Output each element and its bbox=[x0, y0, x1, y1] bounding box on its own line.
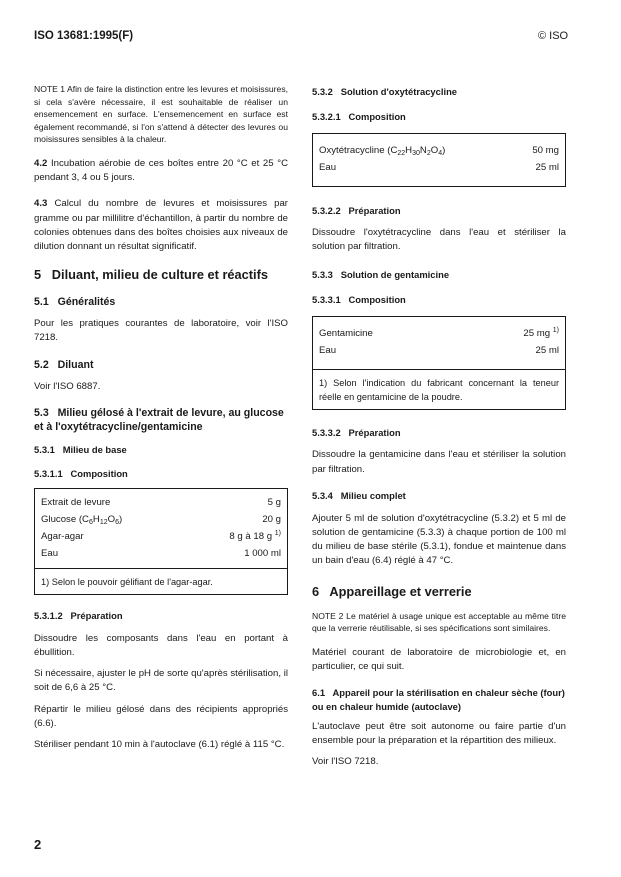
ingredient-quantity: 50 mg bbox=[532, 145, 559, 156]
table-row bbox=[41, 528, 281, 545]
section-5-title: Diluant, milieu de culture et réactifs bbox=[51, 267, 268, 283]
clause-6-1-heading bbox=[312, 686, 566, 714]
section-5-heading bbox=[34, 267, 288, 283]
clause-4-2-text: Incubation aérobie de ces boîtes entre 20 °C et 25 °C pendant 3, 4 ou 5 jours. bbox=[34, 157, 288, 184]
ingredient-name: Extrait de levure bbox=[41, 496, 111, 508]
clause-4-3 bbox=[34, 197, 288, 254]
clause-6-1-text: L'autoclave peut être soit autonome ou faire partie d'un ensemble pour la préparation et la répartition des milieux. bbox=[312, 721, 566, 747]
document-id: ISO 13681:1995(F) bbox=[34, 30, 134, 42]
clause-5-3-3-title: Solution de gentamicine bbox=[340, 269, 450, 281]
note-1: NOTE 1 Afin de faire la distinction entre les levures et moisissures, si cela s'avère nécessaire, il est souhaitable de réaliser un ensemencement en surface. L'ensemencement en surface est également recommandé, si l'on s'attend à détecter des levures ou moisissures sensibles à la chaleur. bbox=[34, 84, 288, 145]
oxytetracycline-composition-table bbox=[312, 133, 566, 187]
left-column bbox=[34, 83, 288, 752]
ingredient-name: Oxytétracycline $(C_{22}H_{30}N_2O_4)$ bbox=[319, 145, 446, 157]
clause-5-3-3-1-number: 5.3.3.1 bbox=[312, 294, 341, 306]
clause-5-2-title: Diluant bbox=[57, 358, 94, 371]
section-5-number: 5 bbox=[34, 267, 42, 283]
clause-5-1-heading bbox=[34, 295, 288, 309]
clause-5-3-4-number: 5.3.4 bbox=[312, 489, 333, 501]
section-6-intro: Matériel courant de laboratoire de microbiologie et, en particulier, ce qui suit. bbox=[312, 646, 566, 673]
clause-5-3-2-2-heading bbox=[312, 204, 566, 217]
clause-5-1-title: Généralités bbox=[57, 296, 116, 309]
section-6-number: 6 bbox=[312, 583, 320, 599]
copyright-mark: © ISO bbox=[538, 30, 569, 42]
page-number: 2 bbox=[34, 837, 42, 852]
ingredient-name: Gentamicine bbox=[319, 328, 373, 340]
clause-5-3-2-1-number: 5.3.2.1 bbox=[312, 111, 341, 122]
clause-5-2-number: 5.2 bbox=[34, 358, 49, 371]
clause-5-3-2-number: 5.3.2 bbox=[312, 86, 333, 97]
base-medium-composition-table bbox=[34, 488, 288, 595]
ingredient-quantity: 25 ml bbox=[535, 345, 559, 357]
clause-5-3-3-2-number: 5.3.3.2 bbox=[312, 427, 341, 439]
clause-5-3-1-2-number: 5.3.1.2 bbox=[34, 609, 63, 621]
ingredient-name: Glucose $(C_6H_{12}O_6)$ bbox=[41, 513, 123, 526]
table-row bbox=[319, 142, 559, 159]
clause-5-3-3-number: 5.3.3 bbox=[312, 269, 333, 281]
preparation-paragraph: Si nécessaire, ajuster le pH de sorte qu'après stérilisation, il soit de 6,6 à 25 °C. bbox=[34, 668, 288, 694]
clause-5-2-heading bbox=[34, 358, 288, 372]
ingredient-name: Eau bbox=[319, 162, 337, 173]
clause-5-3-1-2-heading bbox=[34, 609, 288, 622]
clause-5-3-2-1-title: Composition bbox=[348, 111, 406, 122]
clause-5-3-3-2-heading bbox=[312, 426, 566, 439]
table-row bbox=[319, 342, 559, 359]
clause-5-3-heading bbox=[34, 406, 288, 434]
clause-4-3-number: 4.3 bbox=[34, 198, 48, 210]
clause-5-3-2-2-title: Préparation bbox=[348, 205, 401, 216]
clause-5-3-number: 5.3 bbox=[34, 406, 49, 419]
ingredient-quantity: 1 000 ml bbox=[244, 547, 281, 559]
ingredient-name: Eau bbox=[319, 345, 337, 357]
clause-5-3-1-1-number: 5.3.1.1 bbox=[34, 467, 63, 479]
clause-5-3-1-2-title: Préparation bbox=[70, 609, 123, 621]
clause-5-1-number: 5.1 bbox=[34, 296, 49, 309]
clause-5-3-2-heading bbox=[312, 85, 566, 98]
clause-5-3-4-heading bbox=[312, 489, 566, 502]
ingredient-name: Eau bbox=[41, 547, 59, 559]
preparation-paragraph: Répartir le milieu gélosé dans des récipients appropriés (6.6). bbox=[34, 703, 288, 729]
clause-5-3-3-1-title: Composition bbox=[348, 294, 406, 306]
table-row bbox=[41, 494, 281, 511]
clause-5-3-title: Milieu gélosé à l'extrait de levure, au glucose et à l'oxytétracycline/gentamicine bbox=[34, 406, 284, 433]
table-row bbox=[41, 545, 281, 562]
table-row bbox=[41, 511, 281, 528]
clause-4-2-number: 4.2 bbox=[34, 157, 48, 169]
table-row bbox=[319, 159, 559, 176]
ingredient-quantity: 25 mg $^{1)}$ bbox=[523, 327, 559, 340]
complete-medium-text: Ajouter 5 ml de solution d'oxytétracycline (5.3.2) et 5 ml de solution de gentamicine (5.3.3) à chaque portion de 100 ml du milieu de base stérile (5.3.1), fondue et maintenue dans un bain d'eau (6.4) réglé à 47 °C. bbox=[312, 512, 566, 567]
gentamicin-preparation-text: Dissoudre la gentamicine dans l'eau et stériliser la solution par filtration. bbox=[312, 449, 566, 475]
ingredient-quantity: 20 g bbox=[262, 513, 281, 525]
clause-5-3-2-1-heading bbox=[312, 110, 566, 123]
table-row bbox=[319, 325, 559, 342]
clause-6-1-reference: Voir l'ISO 7218. bbox=[312, 755, 379, 767]
clause-5-3-2-2-number: 5.3.2.2 bbox=[312, 205, 341, 216]
clause-6-1-number: 6.1 bbox=[312, 687, 326, 699]
clause-5-3-1-1-heading bbox=[34, 467, 288, 480]
table-footnote: 1) Selon l'indication du fabricant concernant la teneur réelle en gentamicine de la poudre. bbox=[312, 370, 566, 410]
ingredient-name: Agar-agar bbox=[41, 530, 84, 542]
oxytetracycline-preparation-text: Dissoudre l'oxytétracycline dans l'eau et stériliser la solution par filtration. bbox=[312, 227, 566, 253]
clause-5-1-text: Pour les pratiques courantes de laboratoire, voir l'ISO 7218. bbox=[34, 318, 288, 344]
clause-5-3-1-number: 5.3.1 bbox=[34, 443, 55, 455]
clause-4-2 bbox=[34, 157, 288, 185]
ingredient-quantity: 8 g à 18 g $^{1)}$ bbox=[229, 529, 281, 542]
table-footnote: 1) Selon le pouvoir gélifiant de l'agar-agar. bbox=[34, 569, 288, 595]
note-2: NOTE 2 Le matériel à usage unique est acceptable au même titre que la verrerie réutilisable, si ses spécifications sont similaires. bbox=[312, 610, 566, 634]
clause-5-3-1-title: Milieu de base bbox=[62, 443, 127, 455]
right-column bbox=[312, 85, 566, 769]
clause-5-3-4-title: Milieu complet bbox=[340, 489, 406, 501]
section-6-heading bbox=[312, 584, 566, 600]
clause-5-3-1-1-title: Composition bbox=[70, 467, 128, 479]
clause-5-3-1-heading bbox=[34, 443, 288, 456]
ingredient-quantity: 25 ml bbox=[535, 162, 559, 173]
preparation-paragraph: Dissoudre les composants dans l'eau en portant à ébullition. bbox=[34, 632, 288, 658]
section-6-title: Appareillage et verrerie bbox=[329, 583, 472, 599]
gentamicin-composition-table bbox=[312, 316, 566, 410]
clause-5-3-2-title: Solution d'oxytétracycline bbox=[340, 86, 458, 97]
clause-5-3-3-2-title: Préparation bbox=[348, 427, 401, 439]
clause-6-1-title: Appareil pour la stérilisation en chaleur sèche (four) ou en chaleur humide (autoclave) bbox=[312, 687, 565, 713]
clause-5-2-text: Voir l'ISO 6887. bbox=[34, 380, 101, 392]
ingredient-quantity: 5 g bbox=[267, 496, 281, 508]
preparation-paragraph: Stériliser pendant 10 min à l'autoclave (6.1) réglé à 115 °C. bbox=[34, 739, 285, 751]
clause-5-3-3-heading bbox=[312, 268, 566, 281]
clause-5-3-3-1-heading bbox=[312, 293, 566, 306]
clause-4-3-text: Calcul du nombre de levures et moisissures par gramme ou par millilitre d'échantillon, à partir du nombre de colonies obtenues dans des boîtes choisies aux niveaux de dilution donnant un résultat significatif. bbox=[34, 198, 288, 252]
